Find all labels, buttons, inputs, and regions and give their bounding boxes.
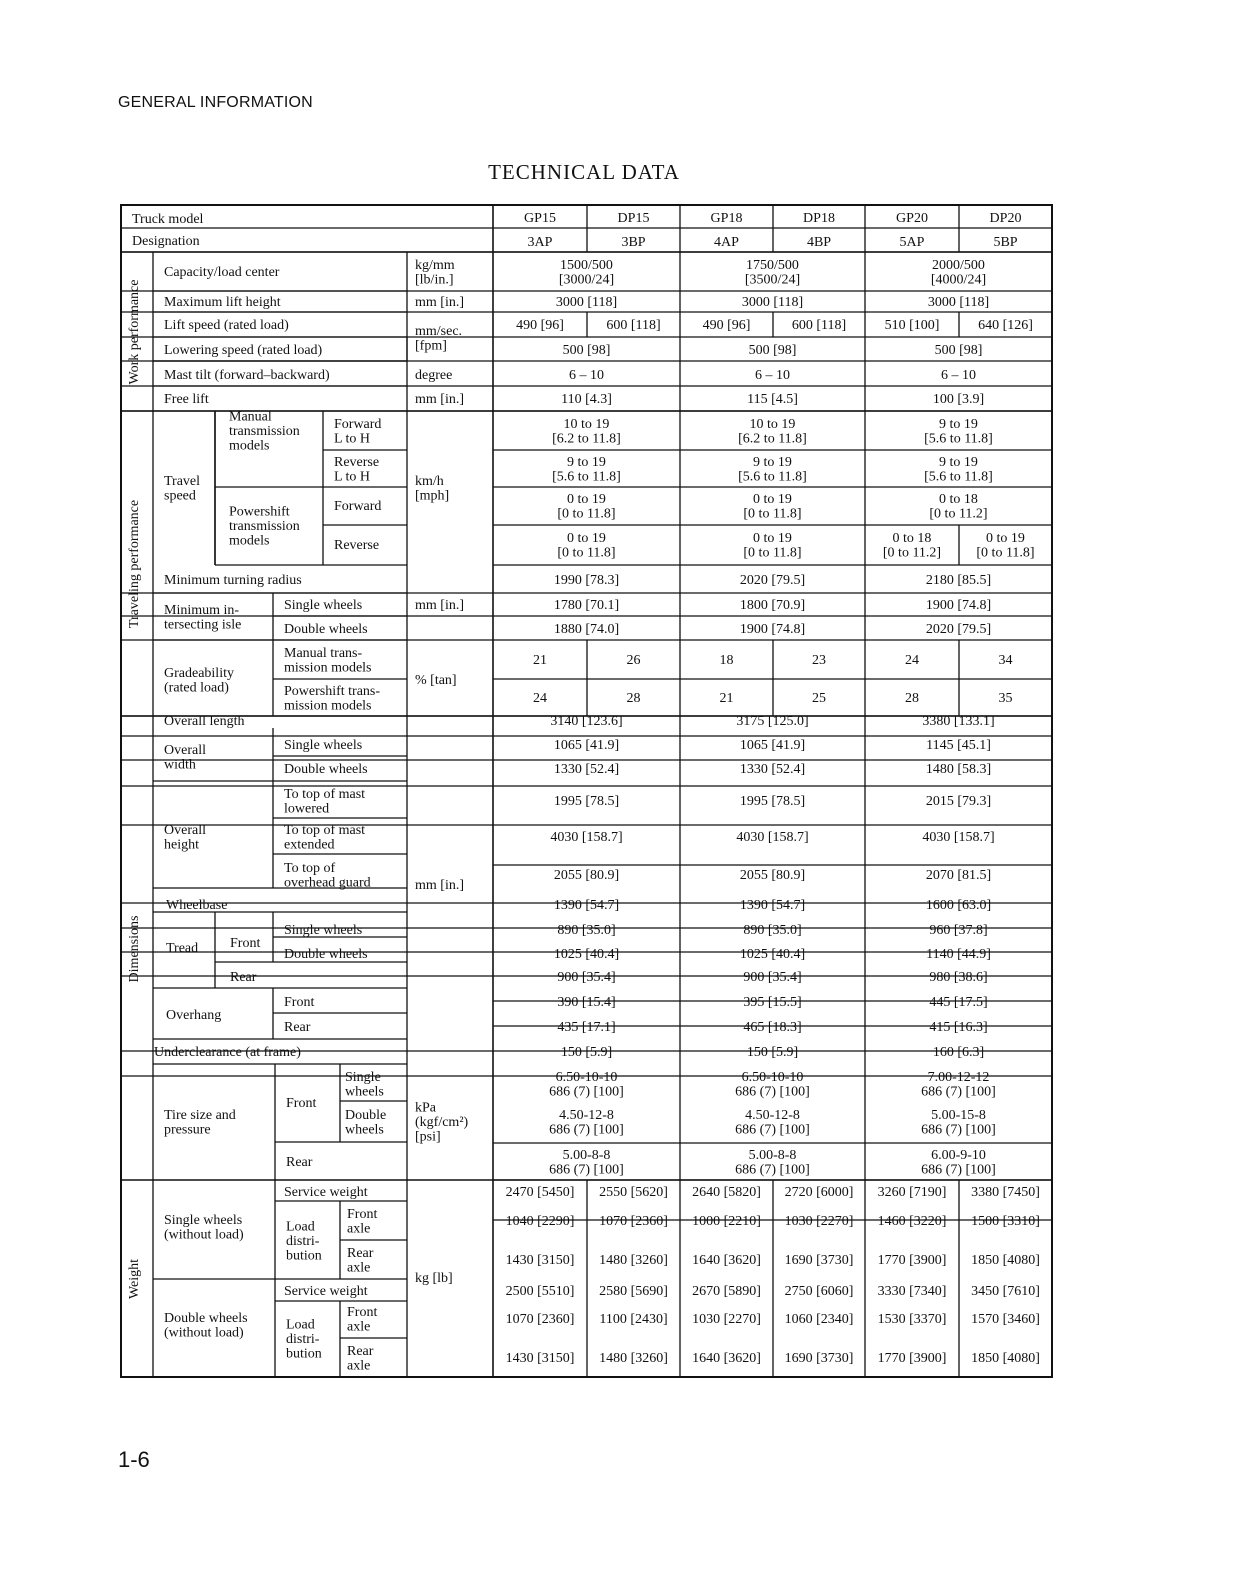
table-cell: 395 [15.5] [743, 995, 802, 1010]
row-label: pressure [164, 1122, 211, 1138]
row-label: Double wheels [284, 762, 368, 777]
designation-header: 5BP [993, 235, 1018, 250]
table-cell: 2180 [85.5] [925, 573, 992, 588]
model-header: DP18 [803, 211, 835, 226]
row-label: transmission [229, 424, 300, 439]
table-cell: 4.50-12-8 [559, 1107, 614, 1123]
row-label: Double wheels [284, 622, 368, 637]
table-cell: 1390 [54.7] [739, 898, 806, 913]
table-cell: 1460 [3220] [877, 1214, 947, 1229]
table-cell: 3175 [125.0] [736, 714, 809, 729]
row-label: (without load) [164, 1325, 244, 1341]
table-cell: 10 to 19 [563, 416, 610, 432]
table-cell: [6.2 to 11.8] [738, 431, 807, 447]
row-label: bution [286, 1248, 322, 1264]
table-cell: 1065 [41.9] [739, 738, 806, 753]
row-label: Front [347, 1304, 378, 1320]
model-header: GP18 [710, 211, 743, 226]
row-label: Load [286, 1219, 315, 1235]
row-label: Powershift [229, 504, 290, 520]
table-cell: 2055 [80.9] [739, 868, 806, 883]
truck-model-label: Truck model [132, 212, 204, 227]
row-label: transmission [229, 519, 300, 534]
row-label: models [229, 533, 270, 549]
row-label: L to H [334, 469, 371, 485]
row-label: Manual [229, 409, 272, 425]
row-label: lowered [284, 801, 330, 817]
unit-label: kg [lb] [415, 1271, 453, 1286]
row-label: Minimum in- [164, 602, 240, 618]
table-cell: 1330 [52.4] [553, 762, 620, 777]
row-label: Underclearance (at frame) [154, 1045, 301, 1060]
table-cell: 2070 [81.5] [925, 868, 992, 883]
table-cell: 0 to 19 [753, 491, 792, 507]
row-label: Free lift [164, 392, 209, 407]
designation-header: 4AP [714, 235, 739, 250]
table-cell: [0 to 11.8] [743, 506, 802, 522]
row-label: Front [230, 936, 261, 951]
row-label: (rated load) [164, 680, 229, 696]
table-cell: 23 [812, 653, 826, 668]
row-label: Single wheels [164, 1212, 243, 1228]
table-cell: 150 [5.9] [746, 1045, 799, 1060]
table-cell: 1480 [58.3] [925, 762, 992, 777]
table-cell: 3380 [7450] [971, 1185, 1040, 1200]
row-label: Tread [166, 941, 199, 956]
table-cell: 2500 [5510] [505, 1284, 575, 1299]
table-cell: 1025 [40.4] [553, 947, 620, 962]
unit-label: kg/mm [415, 257, 455, 273]
designation-header: 5AP [899, 235, 925, 250]
row-label: Reverse [334, 454, 380, 470]
row-label: Wheelbase [166, 898, 228, 913]
row-label: Maximum lift height [164, 295, 281, 310]
table-cell: 9 to 19 [939, 416, 978, 432]
row-label: Single wheels [284, 598, 363, 613]
table-cell: 115 [4.5] [747, 392, 798, 407]
table-cell: 980 [38.6] [929, 970, 988, 985]
table-cell: 1025 [40.4] [739, 947, 806, 962]
table-cell: 686 (7) [100] [735, 1122, 810, 1138]
row-label: Single [345, 1069, 381, 1085]
table-cell: 24 [533, 691, 547, 706]
unit-label: (kgf/cm²) [415, 1115, 469, 1130]
row-label: Service weight [284, 1185, 368, 1200]
table-cell: 686 (7) [100] [549, 1084, 624, 1100]
table-cell: 465 [18.3] [743, 1020, 802, 1035]
table-cell: 490 [96] [702, 318, 751, 333]
model-header: DP20 [989, 211, 1022, 226]
table-cell: 3380 [133.1] [922, 714, 995, 729]
row-label: Forward [334, 499, 382, 514]
row-label: Rear [347, 1245, 374, 1261]
table-cell: 435 [17.1] [557, 1020, 616, 1035]
table-cell: 1070 [2360] [505, 1312, 575, 1327]
table-cell: 1690 [3730] [784, 1253, 854, 1268]
table-cell: 4030 [158.7] [922, 830, 995, 845]
table-cell: 1430 [3150] [505, 1253, 575, 1268]
table-cell: 3260 [7190] [877, 1185, 947, 1200]
table-cell: 0 to 19 [753, 530, 792, 546]
row-label: Double wheels [284, 947, 368, 962]
row-label: Minimum turning radius [164, 573, 302, 588]
table-cell: 1000 [2210] [692, 1214, 761, 1229]
table-cell: 686 (7) [100] [549, 1122, 624, 1138]
table-cell: 1480 [3260] [599, 1351, 668, 1366]
unit-label: mm/sec. [415, 323, 463, 339]
table-cell: 1480 [3260] [599, 1253, 668, 1268]
table-cell: 600 [118] [791, 318, 847, 333]
table-cell: 500 [98] [562, 343, 611, 358]
table-cell: 1530 [3370] [877, 1312, 947, 1327]
table-cell: 18 [719, 653, 734, 668]
table-cell: 1065 [41.9] [553, 738, 620, 753]
table-cell: 600 [118] [606, 318, 661, 333]
table-cell: 2640 [5820] [692, 1185, 761, 1200]
table-cell: 9 to 19 [753, 454, 792, 470]
row-label: Lowering speed (rated load) [164, 343, 323, 358]
table-cell: [0 to 11.2] [882, 545, 942, 561]
model-header: GP20 [896, 211, 928, 226]
row-label: To top of mast [284, 786, 366, 802]
unit-label: [fpm] [415, 338, 447, 354]
row-label: Mast tilt (forward–backward) [164, 368, 330, 383]
row-label: tersecting isle [164, 617, 242, 633]
table-cell: 1690 [3730] [784, 1351, 854, 1366]
row-label: Double [345, 1107, 387, 1123]
row-label: L to H [334, 431, 371, 447]
table-cell: 1430 [3150] [505, 1351, 575, 1366]
row-label: Overall [164, 742, 206, 758]
table-cell: 1640 [3620] [692, 1351, 761, 1366]
row-label: axle [347, 1221, 371, 1237]
row-label: mission models [284, 698, 372, 714]
table-cell: 1600 [63.0] [925, 898, 992, 913]
table-cell: 5.00-8-8 [748, 1147, 797, 1163]
table-cell: 1850 [4080] [971, 1253, 1040, 1268]
table-cell: 500 [98] [748, 343, 797, 358]
row-label: Lift speed (rated load) [164, 318, 289, 333]
table-cell: 960 [37.8] [929, 923, 988, 938]
table-cell: 2670 [5890] [692, 1284, 761, 1299]
row-label: height [164, 837, 199, 853]
row-label: Rear [286, 1155, 313, 1170]
table-cell: 390 [15.4] [557, 995, 616, 1010]
unit-label: kPa [415, 1100, 436, 1116]
table-cell: 1500/500 [560, 257, 613, 273]
table-cell: 2750 [6060] [784, 1284, 854, 1299]
page-number: 1-6 [118, 1447, 150, 1472]
table-cell: 686 (7) [100] [735, 1162, 810, 1178]
table-cell: [5.6 to 11.8] [924, 469, 993, 485]
table-cell: 4.50-12-8 [745, 1107, 800, 1123]
table-cell: 1880 [74.0] [553, 622, 620, 637]
row-label: extended [284, 837, 335, 853]
unit-label: % [tan] [415, 673, 457, 688]
unit-label: mm [in.] [415, 295, 464, 310]
table-cell: 7.00-12-12 [927, 1069, 990, 1085]
row-label: mission models [284, 660, 372, 676]
table-cell: 110 [4.3] [561, 392, 612, 407]
table-cell: 4030 [158.7] [736, 830, 809, 845]
row-label: Front [286, 1096, 317, 1111]
unit-label: mm [in.] [415, 878, 464, 893]
row-label: Manual trans- [284, 645, 363, 661]
table-cell: 445 [17.5] [929, 995, 988, 1010]
table-cell: 0 to 19 [986, 530, 1025, 546]
table-cell: 1330 [52.4] [739, 762, 806, 777]
row-label: Tire size and [164, 1107, 236, 1123]
table-cell: 3450 [7610] [971, 1284, 1040, 1299]
designation-header: 4BP [806, 235, 832, 250]
table-cell: 2015 [79.3] [925, 794, 992, 809]
table-cell: [5.6 to 11.8] [552, 469, 621, 485]
table-cell: 900 [35.4] [557, 970, 616, 985]
row-label: wheels [345, 1122, 384, 1138]
row-label: Forward [334, 416, 382, 432]
table-cell: 4030 [158.7] [550, 830, 623, 845]
table-cell: 2000/500 [932, 257, 985, 273]
row-label: Overhang [166, 1008, 222, 1023]
row-label: overhead guard [284, 875, 371, 891]
row-label: axle [347, 1319, 371, 1335]
table-cell: [0 to 11.8] [976, 545, 1035, 561]
row-label: Overall length [164, 714, 245, 729]
row-label: Gradeability [164, 665, 234, 681]
row-label: speed [164, 488, 196, 504]
table-cell: 160 [6.3] [932, 1045, 985, 1060]
table-cell: 35 [998, 691, 1013, 706]
table-cell: 686 (7) [100] [735, 1084, 810, 1100]
row-label: Powershift trans- [284, 683, 381, 699]
table-cell: 0 to 19 [567, 491, 606, 507]
table-cell: 500 [98] [934, 343, 983, 358]
unit-label: [mph] [415, 488, 450, 504]
unit-label: mm [in.] [415, 392, 464, 407]
table-cell: 2055 [80.9] [553, 868, 620, 883]
table-cell: 10 to 19 [749, 416, 796, 432]
designation-label: Designation [132, 234, 200, 249]
table-cell: 2580 [5690] [599, 1284, 668, 1299]
designation-header: 3AP [527, 235, 553, 250]
table-cell: 25 [812, 691, 826, 706]
row-label: distri- [286, 1234, 320, 1249]
table-cell: 1900 [74.8] [925, 598, 992, 613]
table-cell: 2550 [5620] [599, 1185, 668, 1200]
table-cell: 1995 [78.5] [553, 794, 620, 809]
table-cell: 1900 [74.8] [739, 622, 806, 637]
row-label: distri- [286, 1332, 320, 1347]
table-cell: 1060 [2340] [784, 1312, 854, 1327]
unit-label: km/h [415, 473, 444, 489]
table-cell: [6.2 to 11.8] [552, 431, 621, 447]
table-cell: 24 [905, 653, 919, 668]
row-label: Rear [230, 970, 257, 985]
table-cell: [4000/24] [930, 272, 987, 288]
row-label: Double wheels [164, 1310, 248, 1326]
table-cell: 490 [96] [516, 318, 564, 333]
row-label: axle [347, 1260, 371, 1276]
table-cell: 1070 [2360] [599, 1214, 668, 1229]
table-cell: [0 to 11.2] [929, 506, 988, 522]
table-cell: 34 [998, 653, 1013, 668]
table-cell: 1030 [2270] [692, 1312, 761, 1327]
table-cell: 510 [100] [884, 318, 940, 333]
row-label: Single wheels [284, 738, 363, 753]
row-label: Reverse [334, 538, 380, 553]
document-title: TECHNICAL DATA [488, 160, 680, 184]
table-cell: 1780 [70.1] [553, 598, 620, 613]
unit-label: [lb/in.] [415, 272, 454, 288]
group-dimensions: Dimensions [127, 915, 142, 983]
model-header: DP15 [617, 211, 650, 226]
table-cell: 1570 [3460] [971, 1312, 1040, 1327]
table-cell: 1990 [78.3] [553, 573, 620, 588]
unit-label: degree [415, 368, 453, 383]
table-cell: 3000 [118] [741, 295, 804, 310]
group-weight: Weight [127, 1258, 142, 1300]
table-cell: 1800 [70.9] [739, 598, 806, 613]
table-cell: 150 [5.9] [560, 1045, 613, 1060]
table-cell: 6.00-9-10 [931, 1147, 986, 1163]
group-work-performance: Work performance [127, 279, 142, 385]
table-cell: 1140 [44.9] [926, 947, 991, 962]
table-cell: 640 [126] [978, 318, 1033, 333]
table-cell: 3330 [7340] [877, 1284, 947, 1299]
table-cell: 28 [626, 691, 641, 706]
table-cell: 1770 [3900] [877, 1351, 947, 1366]
table-cell: 890 [35.0] [743, 923, 802, 938]
table-cell: 3000 [118] [555, 295, 618, 310]
table-cell: 21 [533, 653, 547, 668]
table-cell: [0 to 11.8] [557, 506, 616, 522]
table-cell: [5.6 to 11.8] [738, 469, 807, 485]
table-cell: 6 – 10 [755, 368, 790, 383]
table-cell: 6.50-10-10 [741, 1069, 804, 1085]
table-cell: 1100 [2430] [599, 1312, 668, 1327]
row-label: Overall [164, 822, 206, 838]
unit-label: [psi] [415, 1129, 441, 1145]
table-cell: 0 to 19 [567, 530, 606, 546]
table-cell: 6 – 10 [569, 368, 604, 383]
section-header: GENERAL INFORMATION [118, 94, 313, 111]
table-cell: [3000/24] [558, 272, 615, 288]
table-cell: 3140 [123.6] [550, 714, 623, 729]
table-cell: 900 [35.4] [743, 970, 802, 985]
table-cell: 1770 [3900] [877, 1253, 947, 1268]
table-cell: 2020 [79.5] [925, 622, 992, 637]
table-cell: [0 to 11.8] [743, 545, 802, 561]
technical-data-table [120, 204, 1054, 1379]
table-cell: 5.00-8-8 [562, 1147, 611, 1163]
table-cell: 686 (7) [100] [549, 1162, 624, 1178]
table-cell: 21 [719, 691, 734, 706]
table-cell: 1995 [78.5] [739, 794, 806, 809]
row-label: Front [284, 995, 315, 1010]
unit-label: mm [in.] [415, 598, 464, 613]
table-cell: 6.50-10-10 [555, 1069, 618, 1085]
table-cell: 9 to 19 [939, 454, 978, 470]
table-cell: 0 to 18 [939, 491, 978, 507]
table-cell: 415 [16.3] [929, 1020, 988, 1035]
row-label: bution [286, 1346, 322, 1362]
table-cell: 1040 [2290] [505, 1214, 575, 1229]
table-cell: 890 [35.0] [557, 923, 616, 938]
row-label: (without load) [164, 1227, 244, 1243]
group-traveling-performance: Traveling performance [127, 499, 142, 629]
row-label: Service weight [284, 1284, 368, 1299]
model-header: GP15 [524, 211, 556, 226]
table-cell: 1390 [54.7] [553, 898, 620, 913]
table-cell: 9 to 19 [567, 454, 606, 470]
table-cell: 6 – 10 [941, 368, 976, 383]
table-cell: 2720 [6000] [784, 1185, 854, 1200]
table-cell: 1850 [4080] [971, 1351, 1040, 1366]
table-cell: 686 (7) [100] [921, 1122, 996, 1138]
designation-header: 3BP [621, 235, 646, 250]
table-cell: 26 [626, 653, 641, 668]
row-label: Load [286, 1317, 315, 1333]
table-cell: 2470 [5450] [505, 1185, 575, 1200]
table-cell: 1640 [3620] [692, 1253, 761, 1268]
row-label: models [229, 438, 270, 454]
row-label: Rear [284, 1020, 311, 1035]
row-label: Rear [347, 1343, 374, 1359]
table-cell: 100 [3.9] [932, 392, 985, 407]
table-cell: 1145 [45.1] [926, 738, 991, 753]
table-cell: 0 to 18 [892, 530, 932, 546]
table-cell: 2020 [79.5] [739, 573, 806, 588]
row-label: axle [347, 1358, 371, 1374]
row-label: To top of [284, 860, 336, 876]
table-cell: 5.00-15-8 [931, 1107, 986, 1123]
table-cell: 1030 [2270] [784, 1214, 854, 1229]
table-cell: [0 to 11.8] [557, 545, 616, 561]
table-cell: 28 [905, 691, 919, 706]
table-cell: 3000 [118] [927, 295, 990, 310]
row-label: Single wheels [284, 923, 363, 938]
table-cell: [3500/24] [744, 272, 801, 288]
table-cell: 686 (7) [100] [921, 1084, 996, 1100]
row-label: Capacity/load center [164, 265, 280, 280]
row-label: Front [347, 1206, 378, 1222]
row-label: wheels [345, 1084, 384, 1100]
row-label: width [164, 757, 196, 773]
table-cell: 1500 [3310] [971, 1214, 1040, 1229]
table-cell: [5.6 to 11.8] [924, 431, 993, 447]
table-cell: 686 (7) [100] [921, 1162, 996, 1178]
table-cell: 1750/500 [746, 257, 799, 273]
row-label: To top of mast [284, 822, 366, 838]
row-label: Travel [164, 473, 201, 489]
